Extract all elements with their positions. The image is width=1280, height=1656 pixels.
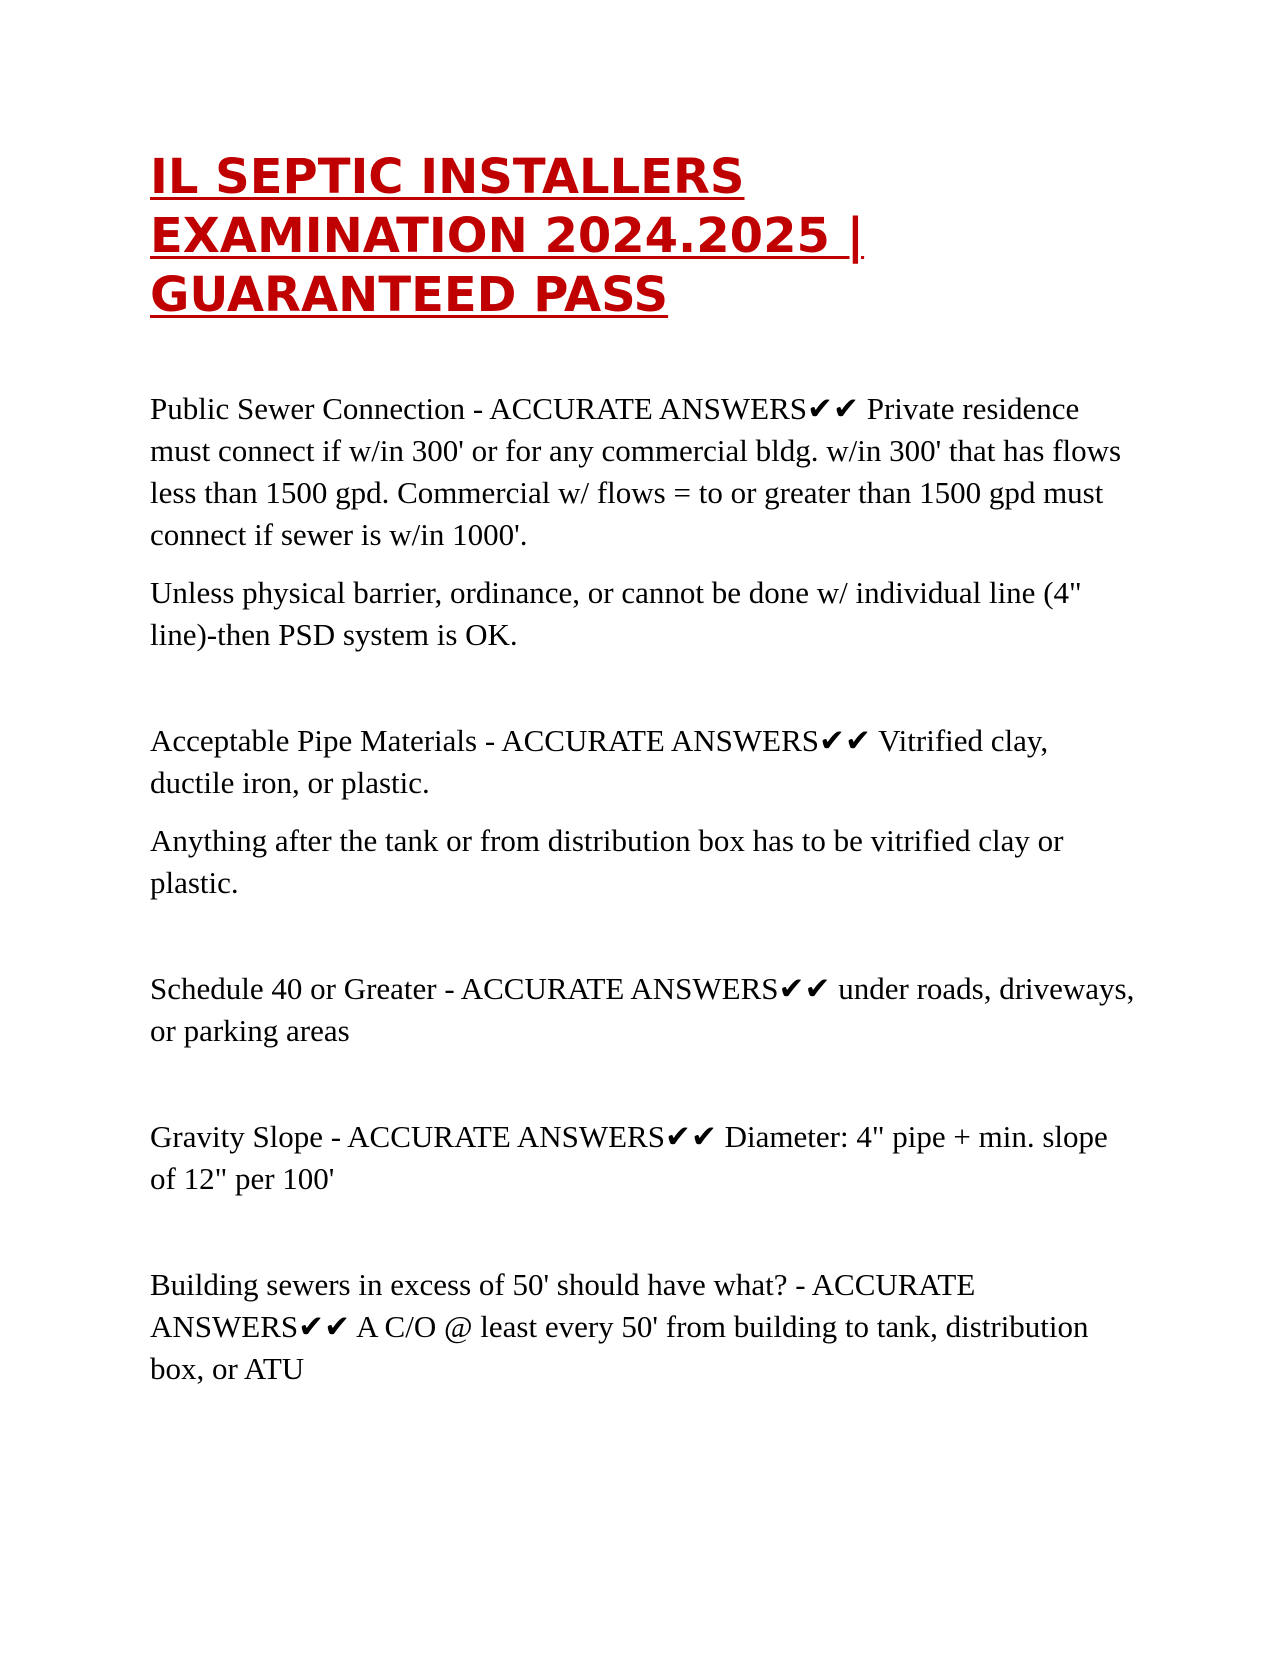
qa-entry-gravity-slope xyxy=(150,1116,1140,1200)
qa-entry-public-sewer-connection xyxy=(150,388,1140,656)
qa-paragraph: Unless physical barrier, ordinance, or cannot be done w/ individual line (4" line)-then PSD system is OK. xyxy=(150,575,1082,652)
document-page xyxy=(150,148,1140,1390)
qa-paragraph: Acceptable Pipe Materials - ACCURATE ANSWERS✔✔ Vitrified clay, ductile iron, or plastic. xyxy=(150,723,1049,800)
qa-paragraph: Gravity Slope - ACCURATE ANSWERS✔✔ Diameter: 4" pipe + min. slope of 12" per 100' xyxy=(150,1119,1108,1196)
title-line: GUARANTEED PASS xyxy=(150,267,669,323)
qa-paragraph: Building sewers in excess of 50' should have what? - ACCURATE ANSWERS✔✔ A C/O @ least every 50' from building to tank, distribution box, or ATU xyxy=(150,1267,1089,1386)
document-title xyxy=(150,148,950,325)
qa-entry-building-sewers xyxy=(150,1264,1140,1390)
qa-paragraph: Public Sewer Connection - ACCURATE ANSWERS✔✔ Private residence must connect if w/in 300' or for any commercial bldg. w/in 300' that has flows less than 1500 gpd. Commercial w/ flows = to or greater than 1500 gpd must connect if sewer is w/in 1000'. xyxy=(150,391,1122,552)
title-line: IL SEPTIC INSTALLERS xyxy=(150,149,745,205)
qa-entry-schedule-40 xyxy=(150,968,1140,1052)
qa-entry-acceptable-pipe-materials xyxy=(150,720,1140,904)
title-line: EXAMINATION 2024.2025 | xyxy=(150,208,865,264)
qa-paragraph: Anything after the tank or from distribution box has to be vitrified clay or plastic. xyxy=(150,823,1064,900)
qa-paragraph: Schedule 40 or Greater - ACCURATE ANSWERS✔✔ under roads, driveways, or parking areas xyxy=(150,971,1135,1048)
